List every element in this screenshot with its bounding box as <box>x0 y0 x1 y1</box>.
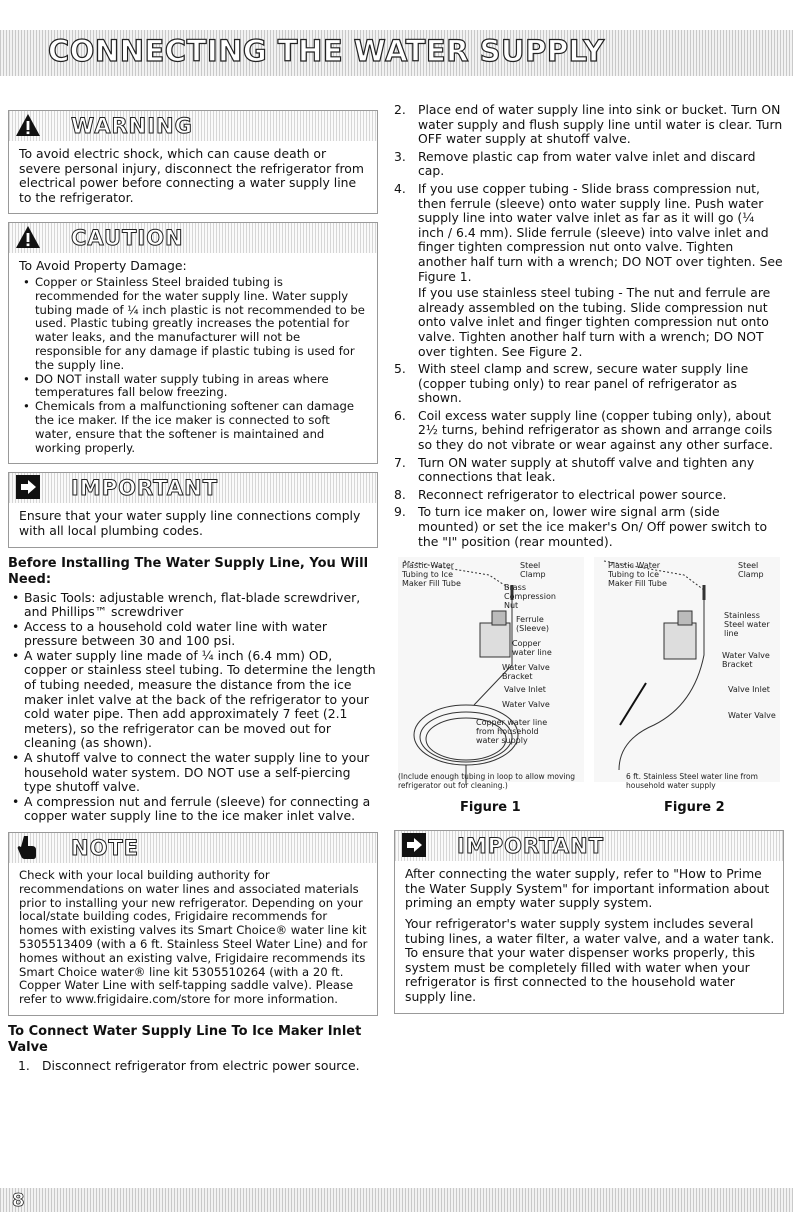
warning-box <box>8 110 378 214</box>
arrow-right-box-icon <box>401 832 427 858</box>
step-item-5 <box>394 362 784 406</box>
step-item-2 <box>394 103 784 147</box>
fig2-label-stainless: Stainless Steel water line <box>724 611 770 639</box>
warning-header <box>9 111 377 141</box>
fig2-label-inlet: Valve Inlet <box>728 685 770 695</box>
fig1-label-plastic: Plastic Water Tubing to Ice Maker Fill Tube <box>402 561 461 589</box>
fig1-label-brass: Brass Compression Nut <box>504 583 556 611</box>
caution-heading: CAUTION <box>71 226 184 251</box>
step-number: 7. <box>394 454 406 470</box>
caution-item: • Copper or Stainless Steel braided tubing is recommended for the water supply line. Water supply tubing made of ¼ inch plastic is not recommended to be used. Plastic tubing greatly increases the potential for water leaks, and the manufacturer will not be responsible for any damage if plastic tubing is used for the supply line. <box>19 276 369 373</box>
step-number: 5. <box>394 361 406 377</box>
caution-triangle-icon <box>15 224 41 250</box>
important-box-1 <box>8 472 378 547</box>
step-number: 6. <box>394 407 406 423</box>
fig2-label-supply: 6 ft. Stainless Steel water line from household water supply <box>626 772 758 791</box>
note-heading: NOTE <box>71 836 140 861</box>
page-title: CONNECTING THE WATER SUPPLY <box>48 34 605 68</box>
step-text: Remove plastic cap from water valve inlet and discard cap. <box>418 148 756 179</box>
page-number: 8 <box>12 1190 25 1211</box>
caution-intro: To Avoid Property Damage: <box>19 258 187 274</box>
figure-1-drawing <box>398 557 584 785</box>
fig1-label-copper: Copper water line <box>512 639 552 658</box>
fig2-label-plastic: Plastic Water Tubing to Ice Maker Fill Tube <box>608 561 667 589</box>
connect-heading: To Connect Water Supply Line To Ice Maker Inlet Valve <box>8 1023 362 1055</box>
figure-2-caption: Figure 2 <box>664 800 725 816</box>
plumbing-diagram <box>394 555 784 800</box>
caution-item: • DO NOT install water supply tubing in areas where temperatures fall below freezing. <box>19 373 369 401</box>
fig1-label-bracket: Water Valve Bracket <box>502 663 550 682</box>
step-text: If you use copper tubing - Slide brass compression nut, then ferrule (sleeve) onto water supply line. Push water supply line into water valve inlet as far as it will go (¼ inch / 6.4 mm). Slide ferrule (sleeve) into valve inlet and finger tighten compression nut onto valve. Tighten another half turn with a wrench; DO NOT over tighten. See Figure 1. <box>418 180 783 284</box>
before-item: • Access to a household cold water line with water pressure between 30 and 100 psi. <box>8 620 378 649</box>
figure-2-drawing <box>594 557 780 782</box>
title-banner <box>0 30 793 76</box>
step-item-7 <box>394 456 784 485</box>
fig1-label-valve: Water Valve <box>502 700 550 710</box>
right-column <box>394 103 784 1022</box>
fig2-label-clamp: Steel Clamp <box>738 561 764 580</box>
steps-list-left <box>8 1059 378 1074</box>
before-item: • A water supply line made of ¼ inch (6.4 mm) OD, copper or stainless steel tubing. To determine the length of tubing needed, measure the distance from the ice maker inlet valve at the back of the refrigerator to your cold water pipe. Then add approximately 7 feet (2.1 meters), so the refrigerator can be moved out for cleaning (as shown). <box>8 649 378 751</box>
step-number: 9. <box>394 504 406 520</box>
important-header-2 <box>395 831 783 861</box>
footer-banner <box>0 1188 793 1212</box>
step-text: Place end of water supply line into sink or bucket. Turn ON water supply and flush supply line until water is clear. Turn OFF water supply at shutoff valve. <box>418 102 783 147</box>
before-item: • Basic Tools: adjustable wrench, flat-blade screwdriver, and Phillips™ screwdriver <box>8 591 378 620</box>
figure-1-caption: Figure 1 <box>460 800 521 816</box>
step-item-8 <box>394 488 784 503</box>
fig2-label-valve: Water Valve <box>728 711 776 721</box>
step-item-1 <box>18 1059 378 1074</box>
important-box-2 <box>394 830 784 1013</box>
fig2-label-bracket: Water Valve Bracket <box>722 651 770 670</box>
fig1-label-clamp: Steel Clamp <box>520 561 546 580</box>
left-column <box>8 110 378 1077</box>
important-heading-2: IMPORTANT <box>457 834 605 859</box>
fig1-label-house: Copper water line from household water supply <box>476 718 548 746</box>
arrow-right-box-icon <box>15 474 41 500</box>
fig1-label-ferrule: Ferrule (Sleeve) <box>516 615 550 634</box>
important-text-2a: After connecting the water supply, refer to "How to Prime the Water Supply System" for important information about priming an empty water supply system. <box>405 866 770 911</box>
step-text: Disconnect refrigerator from electric power source. <box>42 1057 360 1073</box>
note-box <box>8 832 378 1016</box>
before-item: • A shutoff valve to connect the water supply line to your household water system. DO NOT use a self-piercing type shutoff valve. <box>8 751 378 795</box>
step-text: To turn ice maker on, lower wire signal arm (side mounted) or set the ice maker's On/ Off power switch to the "I" position (rear mounted). <box>418 504 768 549</box>
step-number: 4. <box>394 180 406 196</box>
step-extra-text: If you use stainless steel tubing - The nut and ferrule are already assembled on the tubing. Slide compression nut onto valve inlet and finger tighten compression nut onto valve. Tighten another half turn with a wrench; DO NOT over tighten. See Figure 2. <box>418 285 771 359</box>
important-header-1 <box>9 473 377 503</box>
caution-item: • Chemicals from a malfunctioning softener can damage the ice maker. If the ice maker is connected to soft water, ensure that the softener is maintained and working properly. <box>19 400 369 455</box>
before-item: • A compression nut and ferrule (sleeve) for connecting a copper water supply line to the ice maker inlet valve. <box>8 795 378 824</box>
important-text-1: Ensure that your water supply line connections comply with all local plumbing codes. <box>19 508 361 538</box>
step-number: 3. <box>394 148 406 164</box>
note-text: Check with your local building authority for recommendations on water lines and associated materials prior to installing your new refrigerator. Depending on your local/state building codes, Frigidaire recommends for homes with existing valves its Smart Choice® water line kit 5305513409 (with a 6 ft. Stainless Steel Water Line) and for homes without an existing valve, Frigidaire recommends its Smart Choice water® line kit 5305510264 (with a 20 ft. Copper Water Line with self-tapping saddle valve). Please refer to www.frigidaire.com/store for more information. <box>19 868 368 1007</box>
step-item-3 <box>394 150 784 179</box>
step-text: Coil excess water supply line (copper tubing only), about 2½ turns, behind refrigerator as shown and arrange coils so they do not vibrate or wear against any other surface. <box>418 407 773 453</box>
note-header <box>9 833 377 863</box>
step-text: With steel clamp and screw, secure water supply line (copper tubing only) to rear panel of refrigerator as shown. <box>418 361 749 406</box>
step-number: 8. <box>394 486 406 502</box>
step-number: 1. <box>18 1057 30 1073</box>
important-heading-1: IMPORTANT <box>71 476 219 501</box>
figures-area <box>394 555 784 820</box>
caution-box <box>8 222 378 464</box>
step-item-6 <box>394 409 784 453</box>
steps-list-right <box>394 103 784 549</box>
fig1-label-inlet: Valve Inlet <box>504 685 546 695</box>
warning-text: To avoid electric shock, which can cause death or severe personal injury, disconnect the refrigerator from electrical power before connecting a water supply line to the refrigerator. <box>19 146 364 205</box>
before-heading: Before Installing The Water Supply Line, You Will Need: <box>8 555 369 587</box>
pointing-hand-icon <box>15 834 41 860</box>
step-text: Turn ON water supply at shutoff valve and tighten any connections that leak. <box>418 454 755 485</box>
fig1-label-loop: (Include enough tubing in loop to allow moving refrigerator out for cleaning.) <box>398 772 575 791</box>
caution-list <box>19 276 369 455</box>
step-item-9 <box>394 505 784 549</box>
important-text-2b: Your refrigerator's water supply system includes several tubing lines, a water filter, a water valve, and a water tank. To ensure that your water dispenser works properly, this system must be completely filled with water when your refrigerator is first connected to the household water supply line. <box>405 916 775 1004</box>
warning-triangle-icon <box>15 112 41 138</box>
step-number: 2. <box>394 102 406 117</box>
step-text: Reconnect refrigerator to electrical power source. <box>418 486 727 502</box>
warning-heading: WARNING <box>71 114 193 138</box>
caution-header <box>9 223 377 253</box>
step-item-4 <box>394 182 784 359</box>
before-list <box>8 591 378 825</box>
